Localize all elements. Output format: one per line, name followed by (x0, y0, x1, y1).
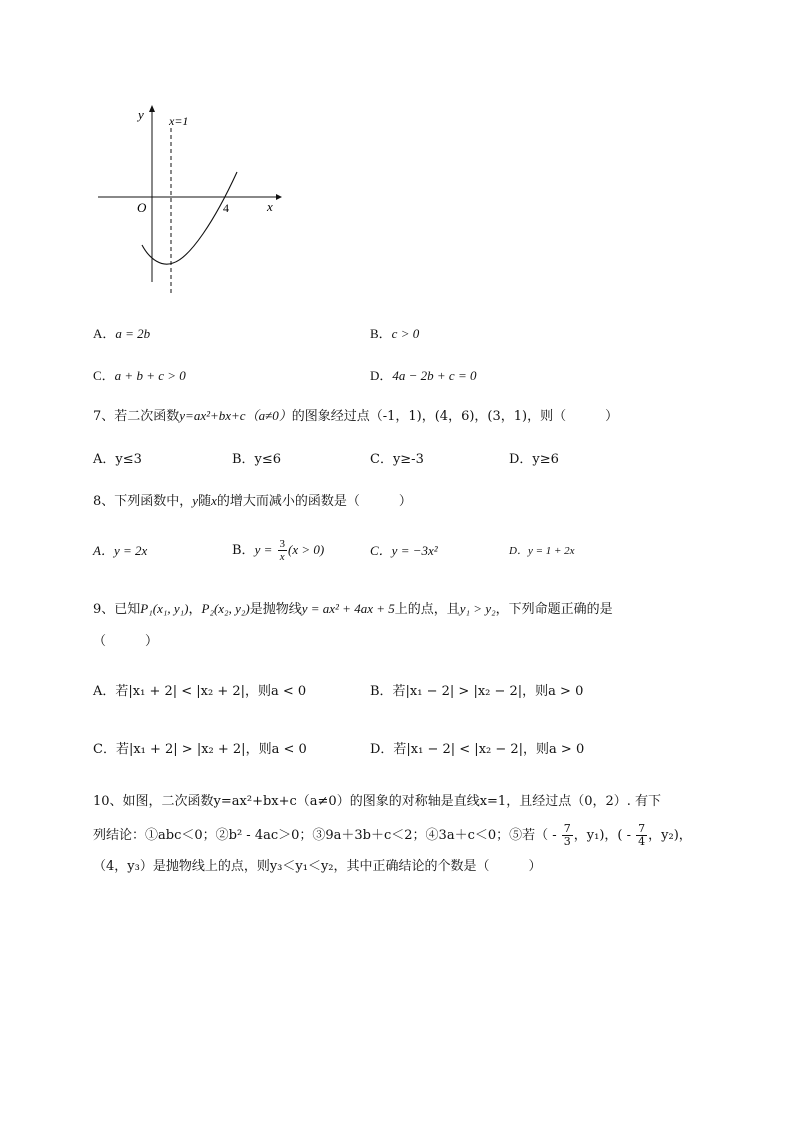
x-axis-label: x (267, 199, 273, 214)
q8-option-b[interactable]: B．y = $\frac{3}{x}$ (x > 0) (232, 538, 325, 563)
q9-stem: 9、已知P₁(x₁, y₁)，P₂(x₂, y₂)是抛物线y = ax² + 4ax + 5上的点，且y₁ > y₂，下列命题正确的是 (93, 601, 613, 617)
q8-b-fraction: $\frac{3}{x}$ (279, 538, 285, 563)
q9-option-d[interactable]: D．若|x₁ − 2| < |x₂ − 2|，则a > 0 (370, 742, 585, 757)
q10-line-3: （4，y₃）是抛物线上的点，则y₃＜y₁＜y₂，其中正确结论的个数是（ ） (93, 859, 542, 874)
q9-option-c[interactable]: C．若|x₁ + 2| > |x₂ + 2|，则a < 0 (93, 742, 307, 757)
q7-stem: 7、若二次函数y=ax²+bx+c（a≠0）的图象经过点（-1，1)，(4，6)，(3，1)，则（ ） (93, 408, 619, 424)
x-four-label: 4 (223, 201, 229, 215)
q6-option-a[interactable]: A．a = 2b (93, 326, 151, 341)
q6-option-d[interactable]: D．4a − 2b + c = 0 (370, 368, 477, 383)
q8-option-c[interactable]: C．y = −3x² (370, 543, 438, 558)
q10-line-2: 列结论：①abc＜0；②b² - 4ac＞0；③9a＋3b＋c＜2；④3a＋c＜0；⑤若（ - $\frac{7}{3}$ ，y₁)，( - $\frac{7}{4}$ ，y₂)， (93, 822, 692, 848)
q8-option-d[interactable]: D．y = 1 + 2x (509, 545, 575, 557)
y-axis-label: y (138, 107, 144, 122)
q7-option-b[interactable]: B．y≤6 (232, 452, 282, 467)
origin-label: O (137, 200, 147, 215)
x-axis-arrow (276, 194, 282, 200)
q8-option-a[interactable]: A．y = 2x (93, 543, 148, 558)
q10-fraction-2: $\frac{7}{4}$ (638, 822, 646, 848)
q9-option-a[interactable]: A．若|x₁ + 2| < |x₂ + 2|，则a < 0 (93, 684, 307, 699)
parabola-curve (142, 172, 237, 264)
q8-stem: 8、下列函数中，y随x的增大而减小的函数是（ ） (93, 493, 412, 509)
q7-option-d[interactable]: D．y≥6 (509, 452, 559, 467)
q7-option-c[interactable]: C．y≥-3 (370, 452, 424, 467)
q10-line-1: 10、如图，二次函数y=ax²+bx+c（a≠0）的图象的对称轴是直线x=1，且经过点（0，2）. 有下 (93, 794, 662, 809)
q9-option-b[interactable]: B．若|x₁ − 2| > |x₂ − 2|，则a > 0 (370, 684, 584, 699)
q7-option-a[interactable]: A．y≤3 (93, 452, 142, 467)
q6-option-b[interactable]: B．c > 0 (370, 326, 420, 341)
q6-option-c[interactable]: C．a + b + c > 0 (93, 368, 186, 383)
q10-fraction-1: $\frac{7}{3}$ (563, 822, 571, 848)
y-axis-arrow (149, 105, 155, 112)
symmetry-label: x=1 (169, 114, 189, 128)
parabola-graph (90, 100, 290, 300)
q9-blank: （ ） (93, 634, 159, 649)
